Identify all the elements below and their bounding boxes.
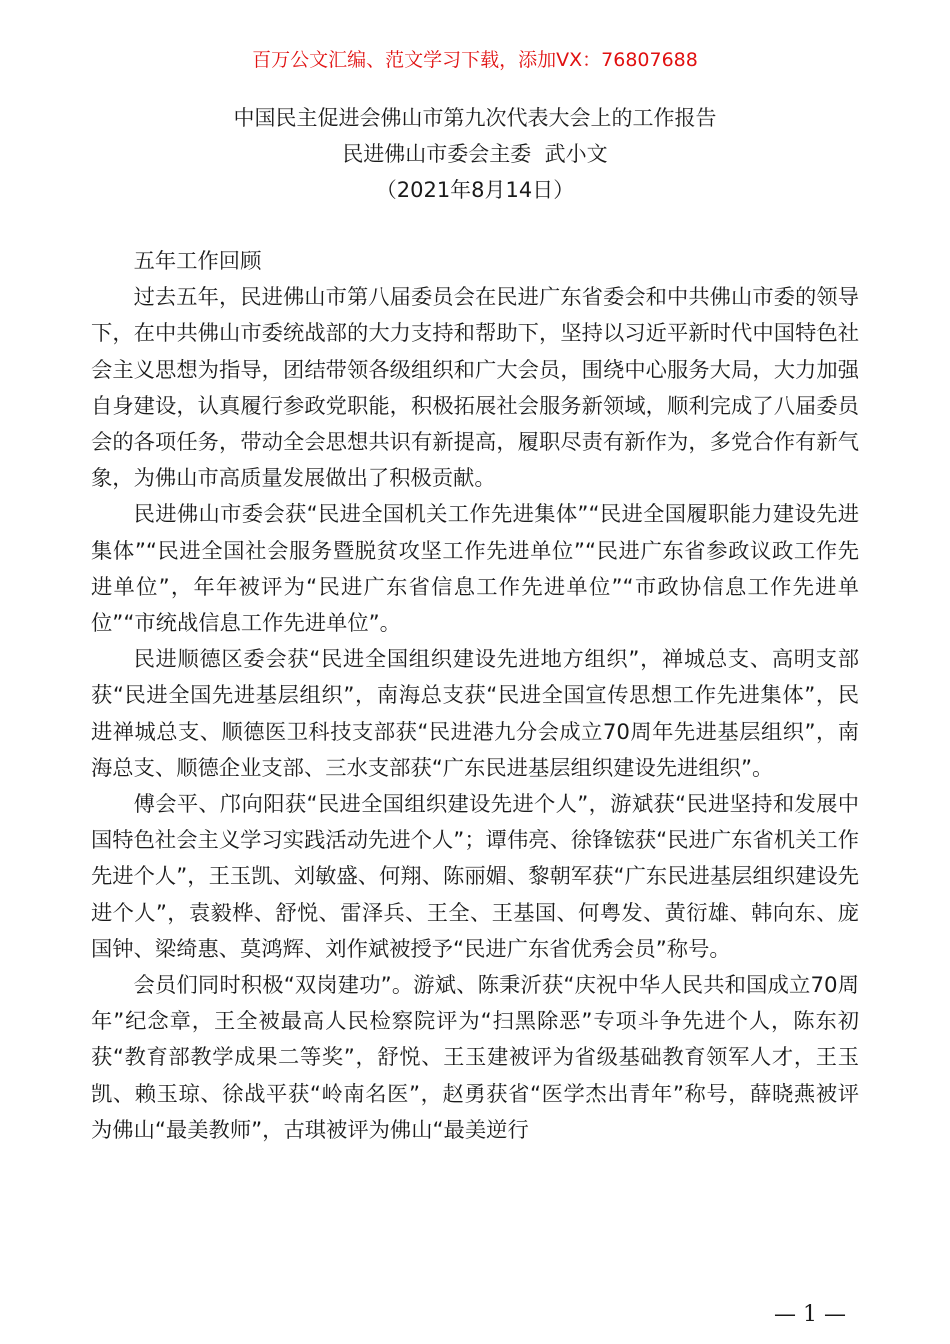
report-title: 中国民主促进会佛山市第九次代表大会上的工作报告 <box>233 106 717 130</box>
page-number: — 1 — <box>774 1302 846 1327</box>
body-paragraph: 会员们同时积极“双岗建功”。游斌、陈秉沂获“庆祝中华人民共和国成立70周年”纪念章，王全被最高人民检察院评为“扫黑除恶”专项斗争先进个人，陈东初获“教育部教学成果二等奖”，舒悦、王玉建被评为省级基础教育领军人才，王玉凯、赖玉琼、徐战平获“岭南名医”，赵勇获省“医学杰出青年”称号，薛晓燕被评为佛山“最美教师”，古琪被评为佛山“最美逆行 <box>91 973 859 1143</box>
body-paragraph: 民进顺德区委会获“民进全国组织建设先进地方组织”，禅城总支、高明支部获“民进全国先进基层组织”，南海总支获“民进全国宣传思想工作先进集体”，民进禅城总支、顺德医卫科技支部获“民进港九分会成立70周年先进基层组织”，南海总支、顺德企业支部、三水支部获“广东民进基层组织建设先进组织”。 <box>91 647 859 781</box>
body-paragraph: 过去五年，民进佛山市第八届委员会在民进广东省委会和中共佛山市委的领导下，在中共佛山市委统战部的大力支持和帮助下，坚持以习近平新时代中国特色社会主义思想为指导，团结带领各级组织和广大会员，围绕中心服务大局，大力加强自身建设，认真履行参政党职能，积极拓展社会服务新领域，顺利完成了八届委员会的各项任务，带动全会思想共识有新提高，履职尽责有新作为，多党合作有新气象，为佛山市高质量发展做出了积极贡献。 <box>91 285 859 492</box>
page-footer <box>0 1300 950 1330</box>
report-author: 民进佛山市委会主委 武小文 <box>342 142 608 166</box>
report-body <box>91 244 859 1149</box>
body-paragraph: 傅会平、邝向阳获“民进全国组织建设先进个人”，游斌获“民进坚持和发展中国特色社会主义学习实践活动先进个人”；谭伟亮、徐锋𬭎获“民进广东省机关工作先进个人”，王玉凯、刘敏盛、何翔、陈丽媚、黎朝军获“广东民进基层组织建设先进个人”，袁毅桦、舒悦、雷泽兵、王全、王基国、何粤发、黄衍雄、韩向东、庞国钟、梁绮惠、莫鸿辉、刘作斌被授予“民进广东省优秀会员”称号。 <box>91 792 859 962</box>
section-heading: 五年工作回顾 <box>133 249 262 274</box>
promo-banner: 百万公文汇编、范文学习下载，添加VX：76807688 <box>252 49 698 71</box>
report-heading <box>0 100 950 208</box>
body-paragraph: 民进佛山市委会获“民进全国机关工作先进集体”“民进全国履职能力建设先进集体”“民进全国社会服务暨脱贫攻坚工作先进单位”“民进广东省参政议政工作先进单位”，年年被评为“民进广东省信息工作先进单位”“市政协信息工作先进单位”“市统战信息工作先进单位”。 <box>91 502 859 637</box>
report-date: （2021年8月14日） <box>375 178 575 202</box>
